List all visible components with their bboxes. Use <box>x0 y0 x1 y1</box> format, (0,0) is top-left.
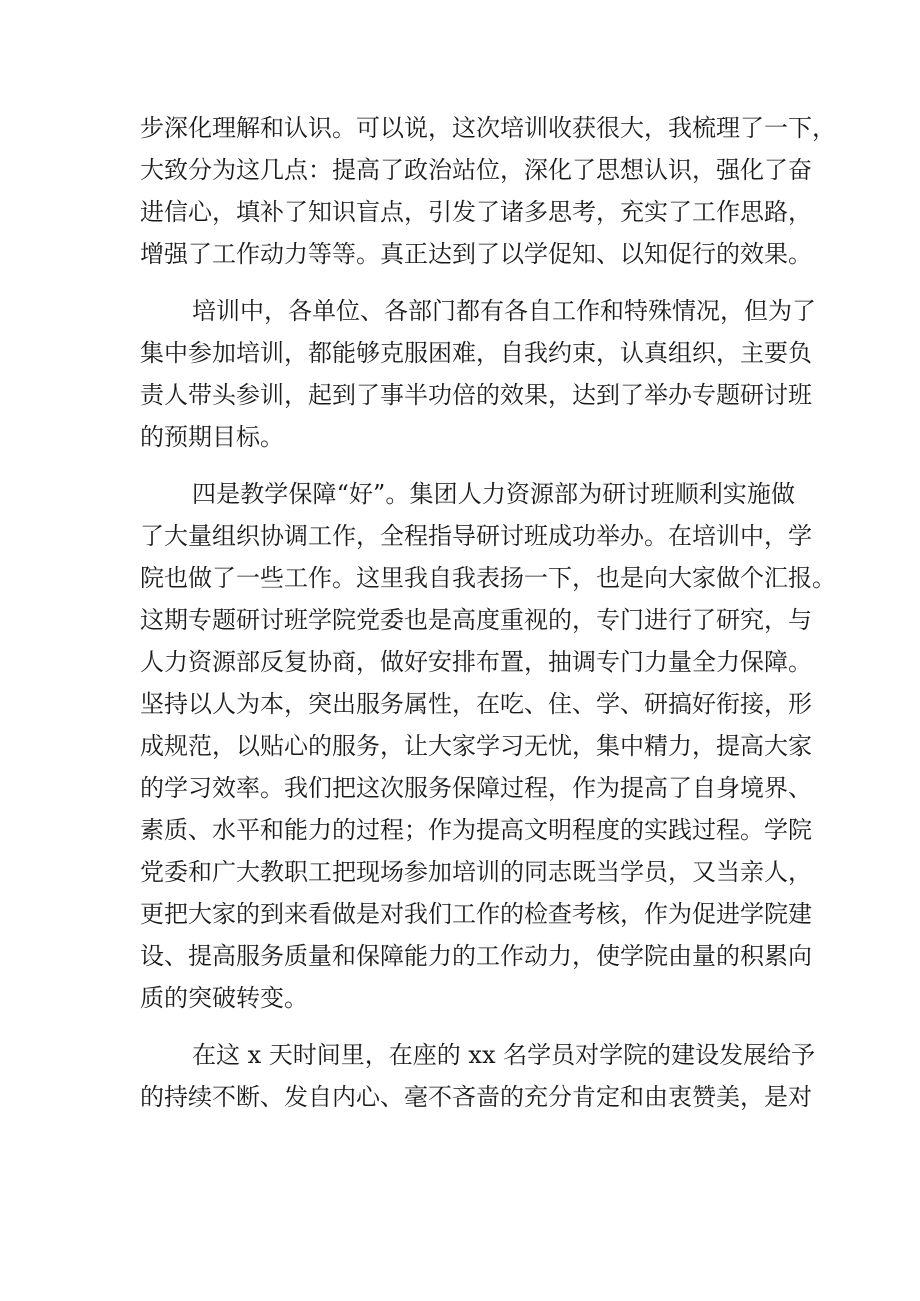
text-line: 坚持以人为本，突出服务属性，在吃、住、学、研搞好衔接，形 <box>140 690 812 718</box>
text-line: 成规范，以贴心的服务，让大家学习无忧，集中精力，提高大家 <box>140 732 812 760</box>
text-line: 质的突破转变。 <box>140 984 308 1012</box>
text-line: 增强了工作动力等等。真正达到了以学促知、以知促行的效果。 <box>140 240 812 268</box>
text-line: 设、提高服务质量和保障能力的工作动力，使学院由量的积累向 <box>140 942 812 970</box>
text-line: 步深化理解和认识。可以说，这次培训收获很大，我梳理了一下， <box>140 114 836 142</box>
text-line: 责人带头参训，起到了事半功倍的效果，达到了举办专题研讨班 <box>140 381 812 409</box>
text-line: 的学习效率。我们把这次服务保障过程，作为提高了自身境界、 <box>140 774 812 802</box>
text-line: 集中参加培训，都能够克服困难，自我约束，认真组织，主要负 <box>140 339 812 367</box>
text-line: 院也做了一些工作。这里我自我表扬一下，也是向大家做个汇报。 <box>140 564 836 592</box>
text-line: 培训中，各单位、各部门都有各自工作和特殊情况，但为了 <box>192 297 816 325</box>
text-line: 进信心，填补了知识盲点，引发了诸多思考，充实了工作思路， <box>140 198 812 226</box>
text-line: 四是教学保障“好”。集团人力资源部为研讨班顺利实施做 <box>192 480 795 508</box>
text-line: 更把大家的到来看做是对我们工作的检查考核，作为促进学院建 <box>140 900 812 928</box>
text-line: 的持续不断、发自内心、毫不吝啬的充分肯定和由衷赞美，是对 <box>140 1083 812 1111</box>
text-line: 素质、水平和能力的过程；作为提高文明程度的实践过程。学院 <box>140 816 812 844</box>
text-line: 在这 x 天时间里，在座的 xx 名学员对学院的建设发展给予 <box>192 1041 816 1069</box>
text-line: 了大量组织协调工作，全程指导研讨班成功举办。在培训中，学 <box>140 522 812 550</box>
text-line: 大致分为这几点：提高了政治站位，深化了思想认识，强化了奋 <box>140 156 812 184</box>
text-line: 党委和广大教职工把现场参加培训的同志既当学员，又当亲人， <box>140 858 812 886</box>
text-line: 这期专题研讨班学院党委也是高度重视的，专门进行了研究，与 <box>140 606 812 634</box>
text-line: 人力资源部反复协商，做好安排布置，抽调专门力量全力保障。 <box>140 648 812 676</box>
text-line: 的预期目标。 <box>140 423 284 451</box>
